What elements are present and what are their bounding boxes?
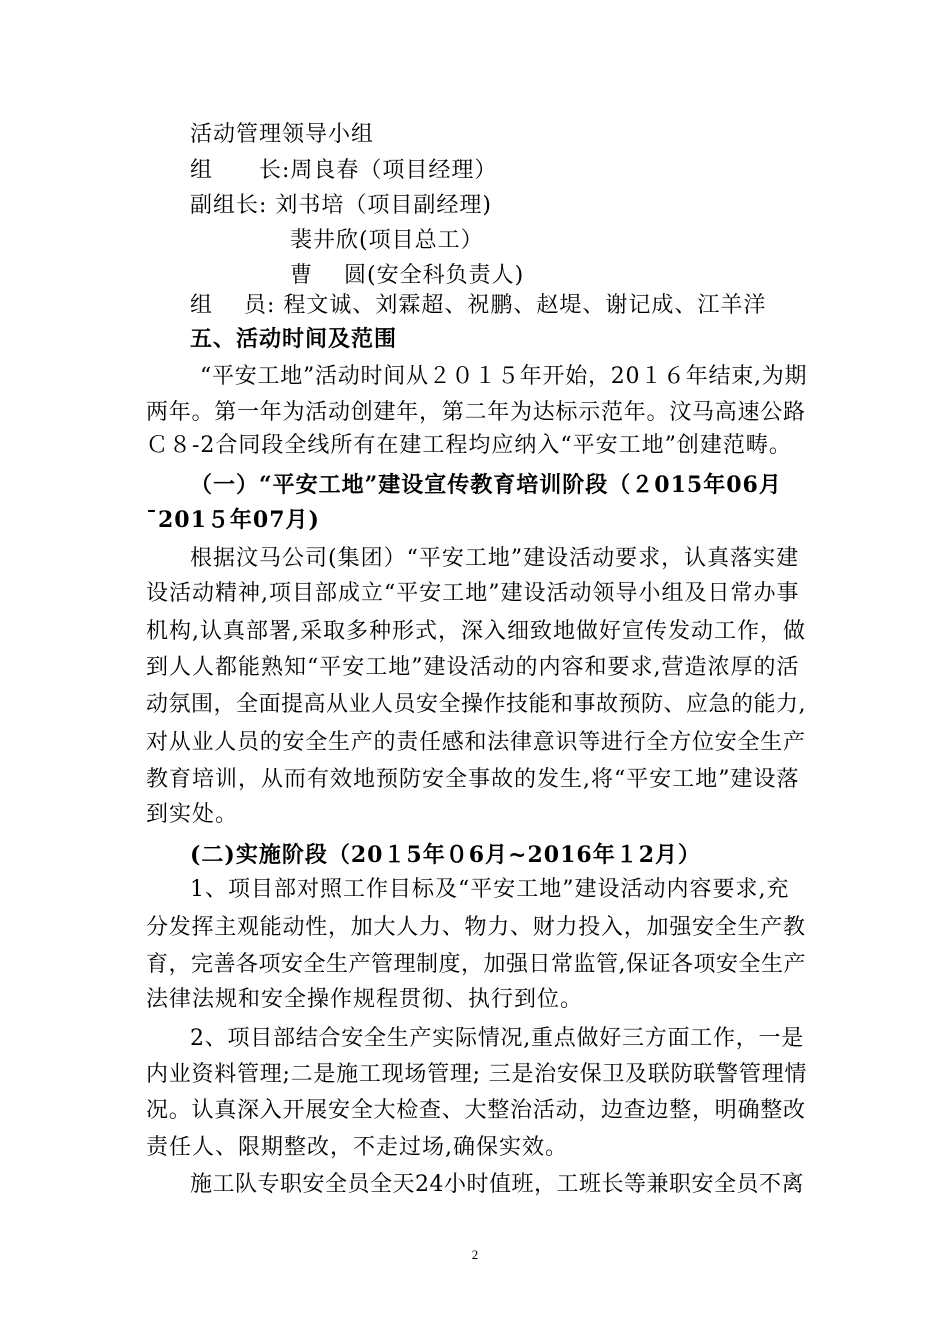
- text-line: 两年。第一年为活动创建年，第二年为达标示范年。汶马高速公路: [146, 400, 806, 425]
- text-line: 裴井欣(项目总工）: [290, 228, 484, 253]
- text-line: 对从业人员的安全生产的责任感和法律意识等进行全方位安全生产: [146, 730, 806, 755]
- text-line: 活动管理领导小组: [190, 122, 375, 147]
- text-line: 教育培训，从而有效地预防安全事故的发生,将“平安工地”建设落: [146, 767, 800, 792]
- subsection-heading-continued: ¯201５年07月): [146, 507, 320, 533]
- text-line: 设活动精神,项目部成立“平安工地”建设活动领导小组及日常办事: [146, 581, 800, 606]
- text-line: 组 长:周良春（项目经理）: [190, 158, 498, 183]
- text-line: 副组长: 刘书培（项目副经理): [190, 193, 492, 218]
- subsection-heading: （一）“平安工地”建设宣传教育培训阶段（２015年06月: [190, 472, 782, 498]
- text-line: 法律法规和安全操作规程贯彻、执行到位。: [146, 987, 584, 1012]
- section-heading: 五、活动时间及范围: [190, 326, 398, 352]
- text-line: 责任人、限期整改，不走过场,确保实效。: [146, 1135, 568, 1160]
- text-line: 1、项目部对照工作目标及“平安工地”建设活动内容要求,充: [190, 877, 790, 902]
- page-number: 2: [471, 1247, 479, 1262]
- text-line: 内业资料管理;二是施工现场管理; 三是治安保卫及联防联警管理情: [146, 1062, 808, 1087]
- text-line: 组 员: 程文诚、刘霖超、祝鹏、赵堤、谢记成、江羊洋: [190, 293, 767, 318]
- text-line: 曹 圆(安全科负责人): [290, 263, 525, 288]
- text-line: 到人人都能熟知“平安工地”建设活动的内容和要求,营造浓厚的活: [146, 655, 800, 680]
- text-line: 育，完善各项安全生产管理制度，加强日常监管,保证各项安全生产: [146, 952, 806, 977]
- text-line: 动氛围，全面提高从业人员安全操作技能和事故预防、应急的能力,: [146, 692, 806, 717]
- text-line: 况。认真深入开展安全大检查、大整治活动，边查边整，明确整改: [146, 1098, 806, 1123]
- text-line: 2、项目部结合安全生产实际情况,重点做好三方面工作，一是: [190, 1026, 804, 1051]
- text-line: 根据汶马公司(集团）“平安工地”建设活动要求，认真落实建: [190, 546, 800, 571]
- text-line: “平安工地”活动时间从２０１５年开始，20１６年结束,为期: [200, 364, 808, 389]
- text-line: 到实处。: [146, 802, 239, 827]
- text-line: 机构,认真部署,采取多种形式，深入细致地做好宣传发动工作，做: [146, 619, 806, 644]
- text-line: 施工队专职安全员全天24小时值班，工班长等兼职安全员不离: [190, 1172, 804, 1197]
- subsection-heading: (二)实施阶段（20１5年０6月~2016年１2月）: [190, 842, 702, 868]
- text-line: Ｃ８-2合同段全线所有在建工程均应纳入“平安工地”创建范畴。: [146, 433, 792, 458]
- text-line: 分发挥主观能动性，加大人力、物力、财力投入，加强安全生产教: [146, 915, 806, 940]
